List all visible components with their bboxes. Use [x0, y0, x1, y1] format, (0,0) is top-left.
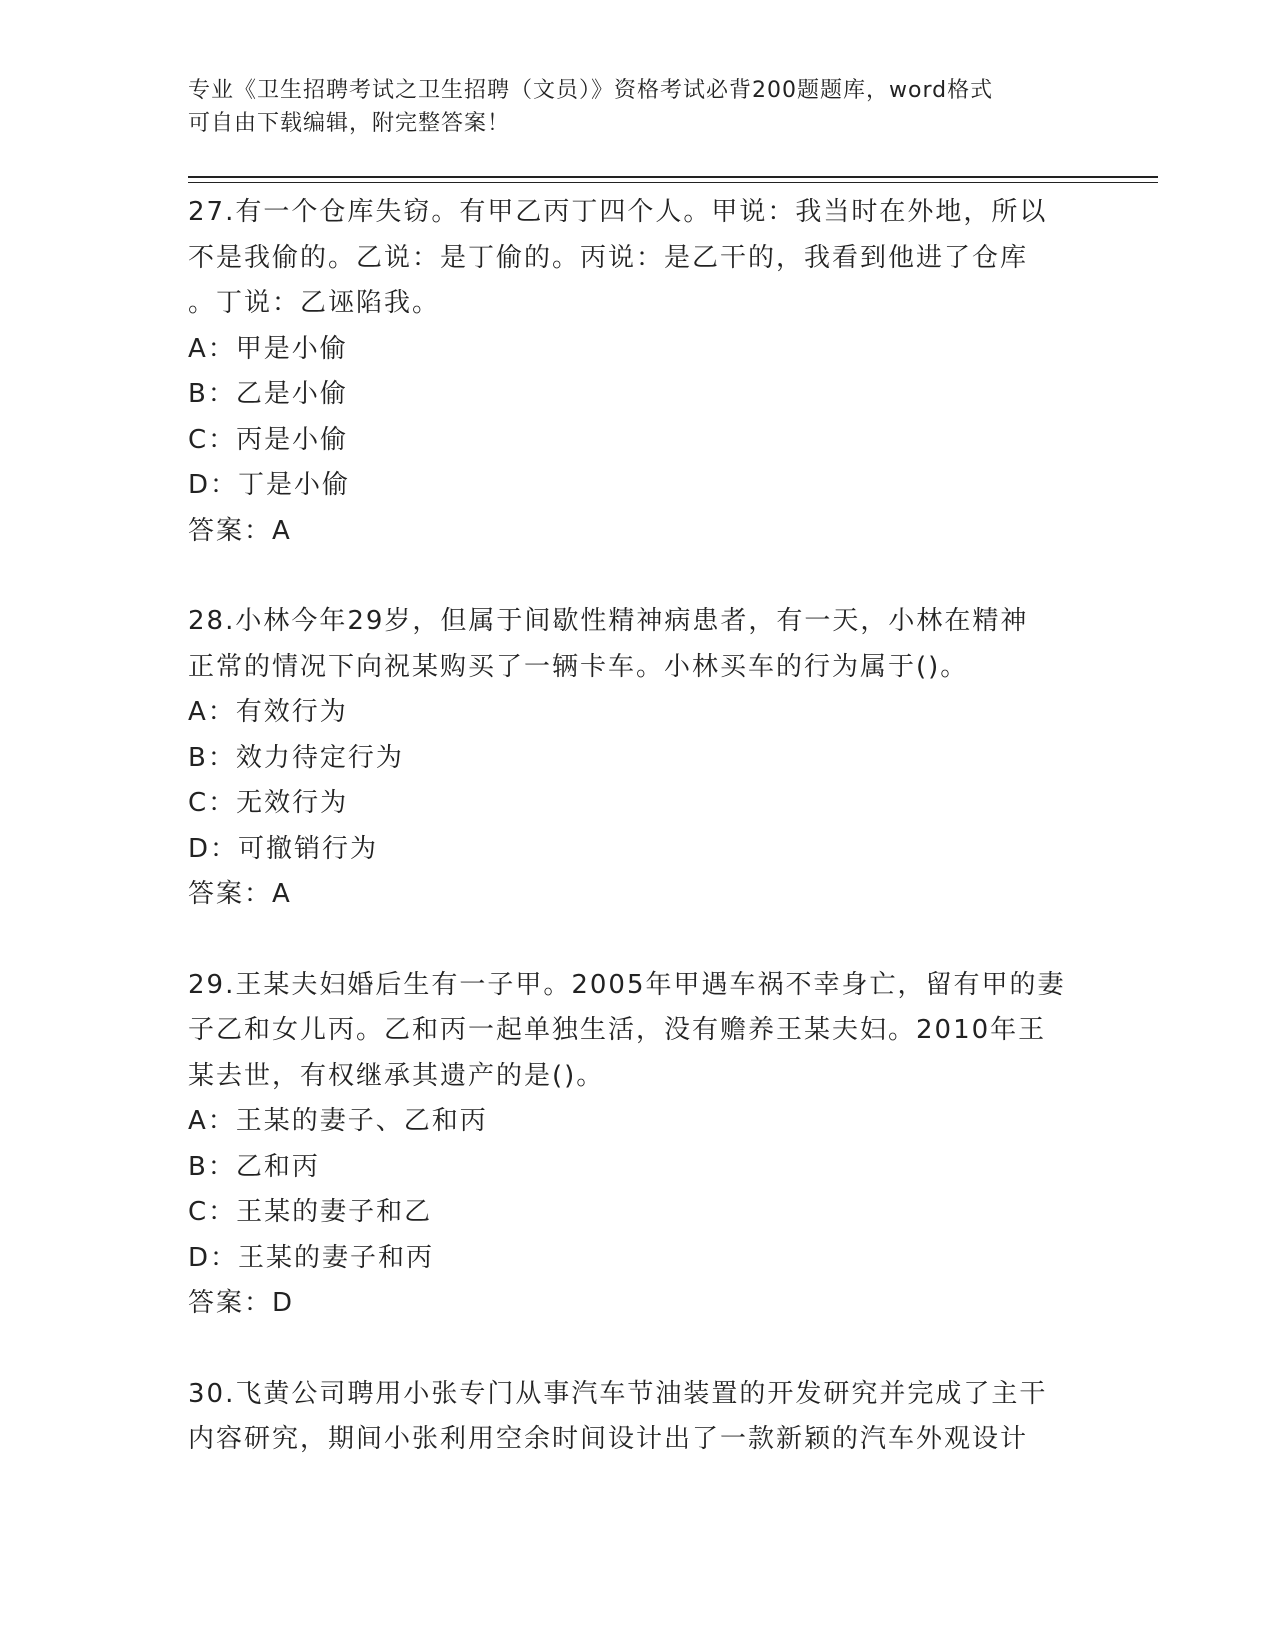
header-divider-thin [188, 182, 1158, 183]
option-a: A：有效行为 [188, 697, 348, 727]
question-stem-line: 30.飞黄公司聘用小张专门从事汽车节油装置的开发研究并完成了主干 [188, 1378, 1048, 1409]
option-b: B：乙和丙 [188, 1151, 320, 1182]
question-stem-line: 不是我偷的。乙说：是丁偷的。丙说：是乙干的，我看到他进了仓库 [188, 242, 1029, 273]
header-divider-thick [188, 176, 1158, 178]
option-c: C：丙是小偷 [188, 424, 349, 455]
answer-line: 答案：D [188, 1288, 295, 1318]
question-stem-line: 27.有一个仓库失窃。有甲乙丙丁四个人。甲说：我当时在外地，所以 [188, 197, 1048, 227]
answer-line: 答案：A [188, 879, 292, 909]
question-28 [188, 599, 1088, 918]
document-header [188, 74, 1088, 140]
question-27 [188, 190, 1088, 554]
question-30 [188, 1372, 1088, 1463]
question-stem-line: 某去世，有权继承其遗产的是()。 [188, 1060, 605, 1091]
option-b: B：效力待定行为 [188, 742, 404, 773]
option-d: D：王某的妻子和丙 [188, 1242, 435, 1273]
option-d: D：可撤销行为 [188, 833, 379, 864]
header-line-1: 专业《卫生招聘考试之卫生招聘（文员）》资格考试必背200题题库，word格式 [188, 78, 994, 103]
answer-line: 答案：A [188, 515, 292, 546]
question-stem-line: 28.小林今年29岁，但属于间歇性精神病患者，有一天，小林在精神 [188, 606, 1029, 636]
option-c: C：王某的妻子和乙 [188, 1197, 433, 1227]
question-stem-line: 。丁说：乙诬陷我。 [188, 288, 441, 318]
option-a: A：王某的妻子、乙和丙 [188, 1106, 488, 1136]
header-line-2: 可自由下载编辑，附完整答案！ [188, 111, 511, 136]
question-stem-line: 内容研究，期间小张利用空余时间设计出了一款新颖的汽车外观设计 [188, 1424, 1029, 1454]
question-stem-line: 29.王某夫妇婚后生有一子甲。2005年甲遇车祸不幸身亡，留有甲的妻 [188, 969, 1066, 1000]
option-d: D：丁是小偷 [188, 470, 351, 500]
option-a: A：甲是小偷 [188, 333, 348, 364]
question-stem-line: 子乙和女儿丙。乙和丙一起单独生活，没有赡养王某夫妇。2010年王 [188, 1015, 1047, 1045]
question-stem-line: 正常的情况下向祝某购买了一辆卡车。小林买车的行为属于()。 [188, 651, 969, 682]
question-29 [188, 963, 1088, 1327]
question-list [188, 190, 1088, 1508]
option-c: C：无效行为 [188, 788, 349, 818]
option-b: B：乙是小偷 [188, 379, 348, 409]
